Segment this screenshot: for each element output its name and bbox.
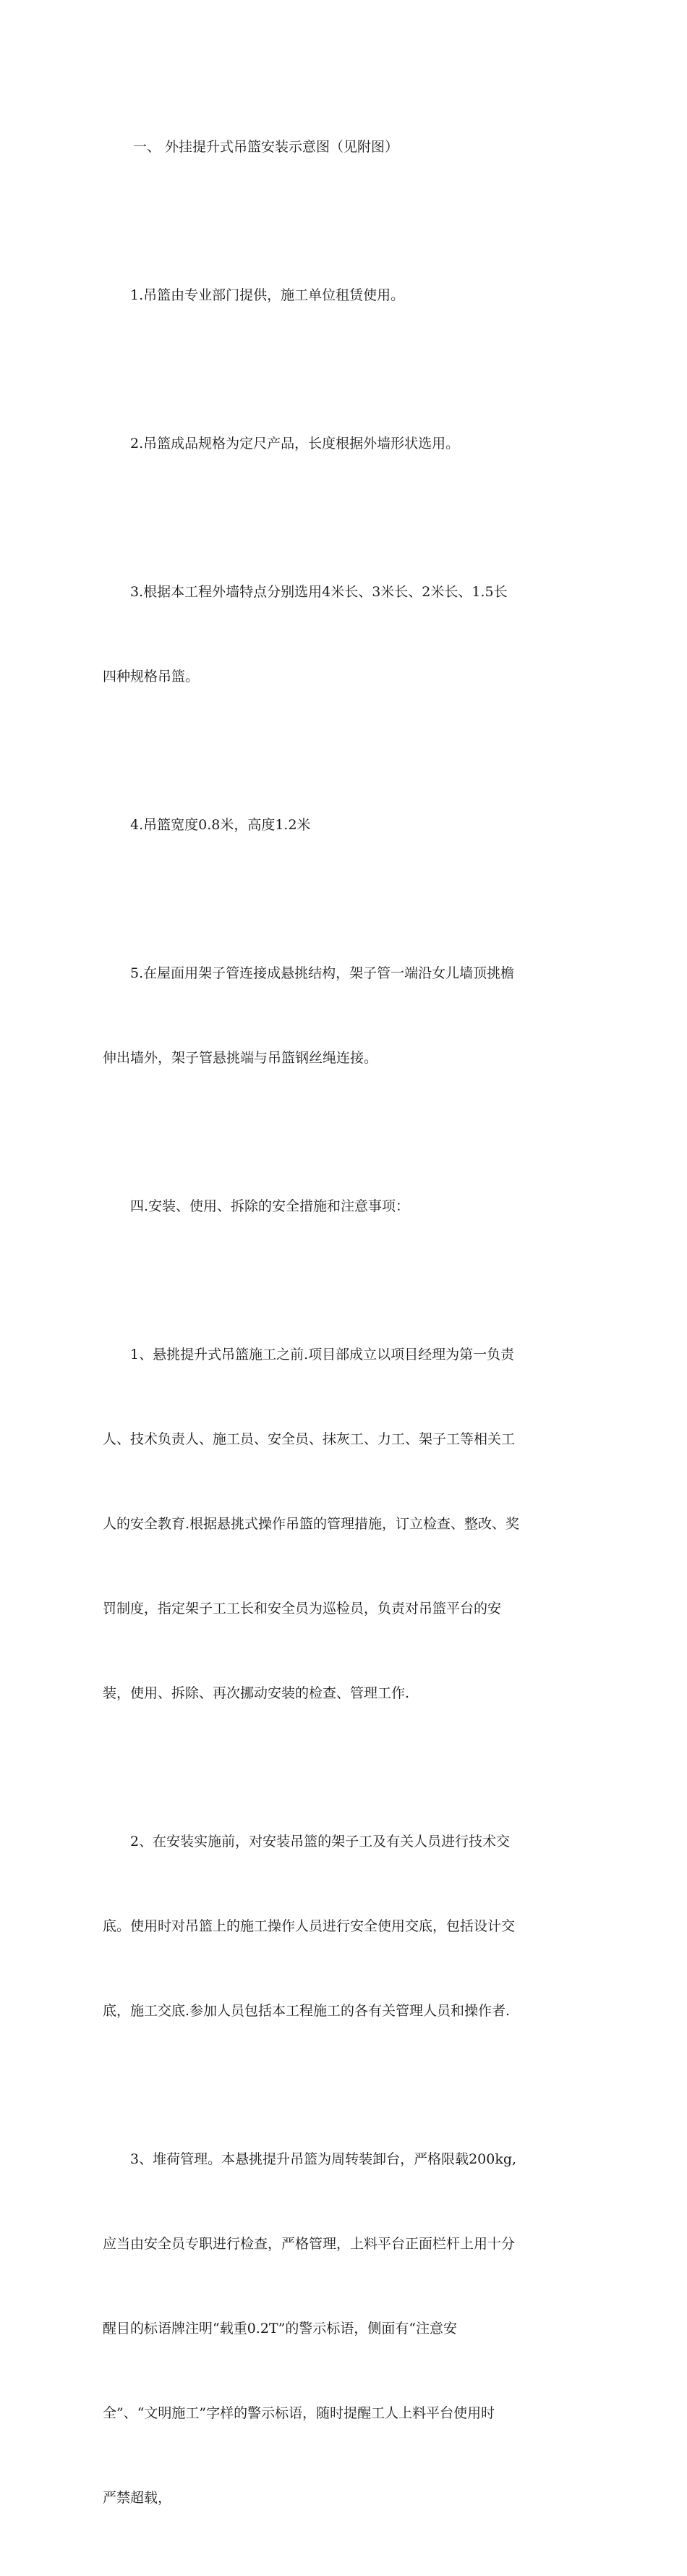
text-line: 2.吊篮成品规格为定尺产品，长度根据外墙形状选用。 xyxy=(130,436,460,452)
paragraph-safety-2 xyxy=(103,1771,584,2082)
text-line: 一、 外挂提升式吊篮安装示意图（见附图） xyxy=(133,139,399,155)
document-body xyxy=(103,77,584,2576)
paragraph-safety-1 xyxy=(103,1284,584,1764)
text-line: 醒目的标语牌注明“载重0.2T”的警示标语，侧面有“注意安 xyxy=(103,2321,458,2336)
section-heading-1 xyxy=(103,77,584,218)
paragraph-item-4 xyxy=(103,755,584,896)
paragraph-item-3 xyxy=(103,522,584,747)
text-line: 1.吊篮由专业部门提供，施工单位租赁使用。 xyxy=(130,287,405,303)
text-line: 应当由安全员专职进行检查，严格管理，上料平台正面栏杆上用十分 xyxy=(103,2236,516,2252)
text-line: 5.在屋面用架子管连接成悬挑结构，架子管一端沿女儿墙顶挑檐 xyxy=(130,965,515,981)
text-line: 罚制度，指定架子工工长和安全员为巡检员，负责对吊篮平台的安 xyxy=(103,1601,502,1617)
paragraph-safety-3 xyxy=(103,2089,584,2569)
text-line: 3、堆荷管理。本悬挑提升吊篮为周转装卸台，严格限载200kg, xyxy=(130,2151,517,2167)
text-line: 4.吊篮宽度0.8米，高度1.2米 xyxy=(130,817,311,833)
text-line: 装，使用、拆除、再次挪动安装的检查、管理工作. xyxy=(103,1685,410,1701)
section-heading-4 xyxy=(103,1136,584,1277)
text-line: 人的安全教育.根据悬挑式操作吊篮的管理措施，订立检查、整改、奖 xyxy=(103,1516,520,1532)
paragraph-item-2 xyxy=(103,373,584,514)
text-line: 四种规格吊篮。 xyxy=(103,669,200,685)
paragraph-item-5 xyxy=(103,903,584,1129)
text-line: 2、在安装实施前，对安装吊篮的架子工及有关人员进行技术交 xyxy=(130,1834,511,1850)
text-line: 1、悬挑提升式吊篮施工之前.项目部成立以项目经理为第一负责 xyxy=(130,1347,515,1363)
text-line: 全”、“文明施工”字样的警示标语，随时提醒工人上料平台使用时 xyxy=(103,2405,495,2421)
text-line: 四.安装、使用、拆除的安全措施和注意事项： xyxy=(130,1198,410,1214)
text-line: 人、技术负责人、施工员、安全员、抹灰工、力工、架子工等相关工 xyxy=(103,1431,516,1447)
text-line: 底。使用时对吊篮上的施工操作人员进行安全使用交底，包括设计交 xyxy=(103,1918,516,1934)
text-line: 严禁超载， xyxy=(103,2490,172,2506)
text-line: 底，施工交底.参加人员包括本工程施工的各有关管理人员和操作者. xyxy=(103,2003,511,2019)
text-line: 伸出墙外，架子管悬挑端与吊篮钢丝绳连接。 xyxy=(103,1050,378,1066)
paragraph-item-1 xyxy=(103,225,584,366)
text-line: 3.根据本工程外墙特点分别选用4米长、3米长、2米长、1.5长 xyxy=(130,584,508,600)
